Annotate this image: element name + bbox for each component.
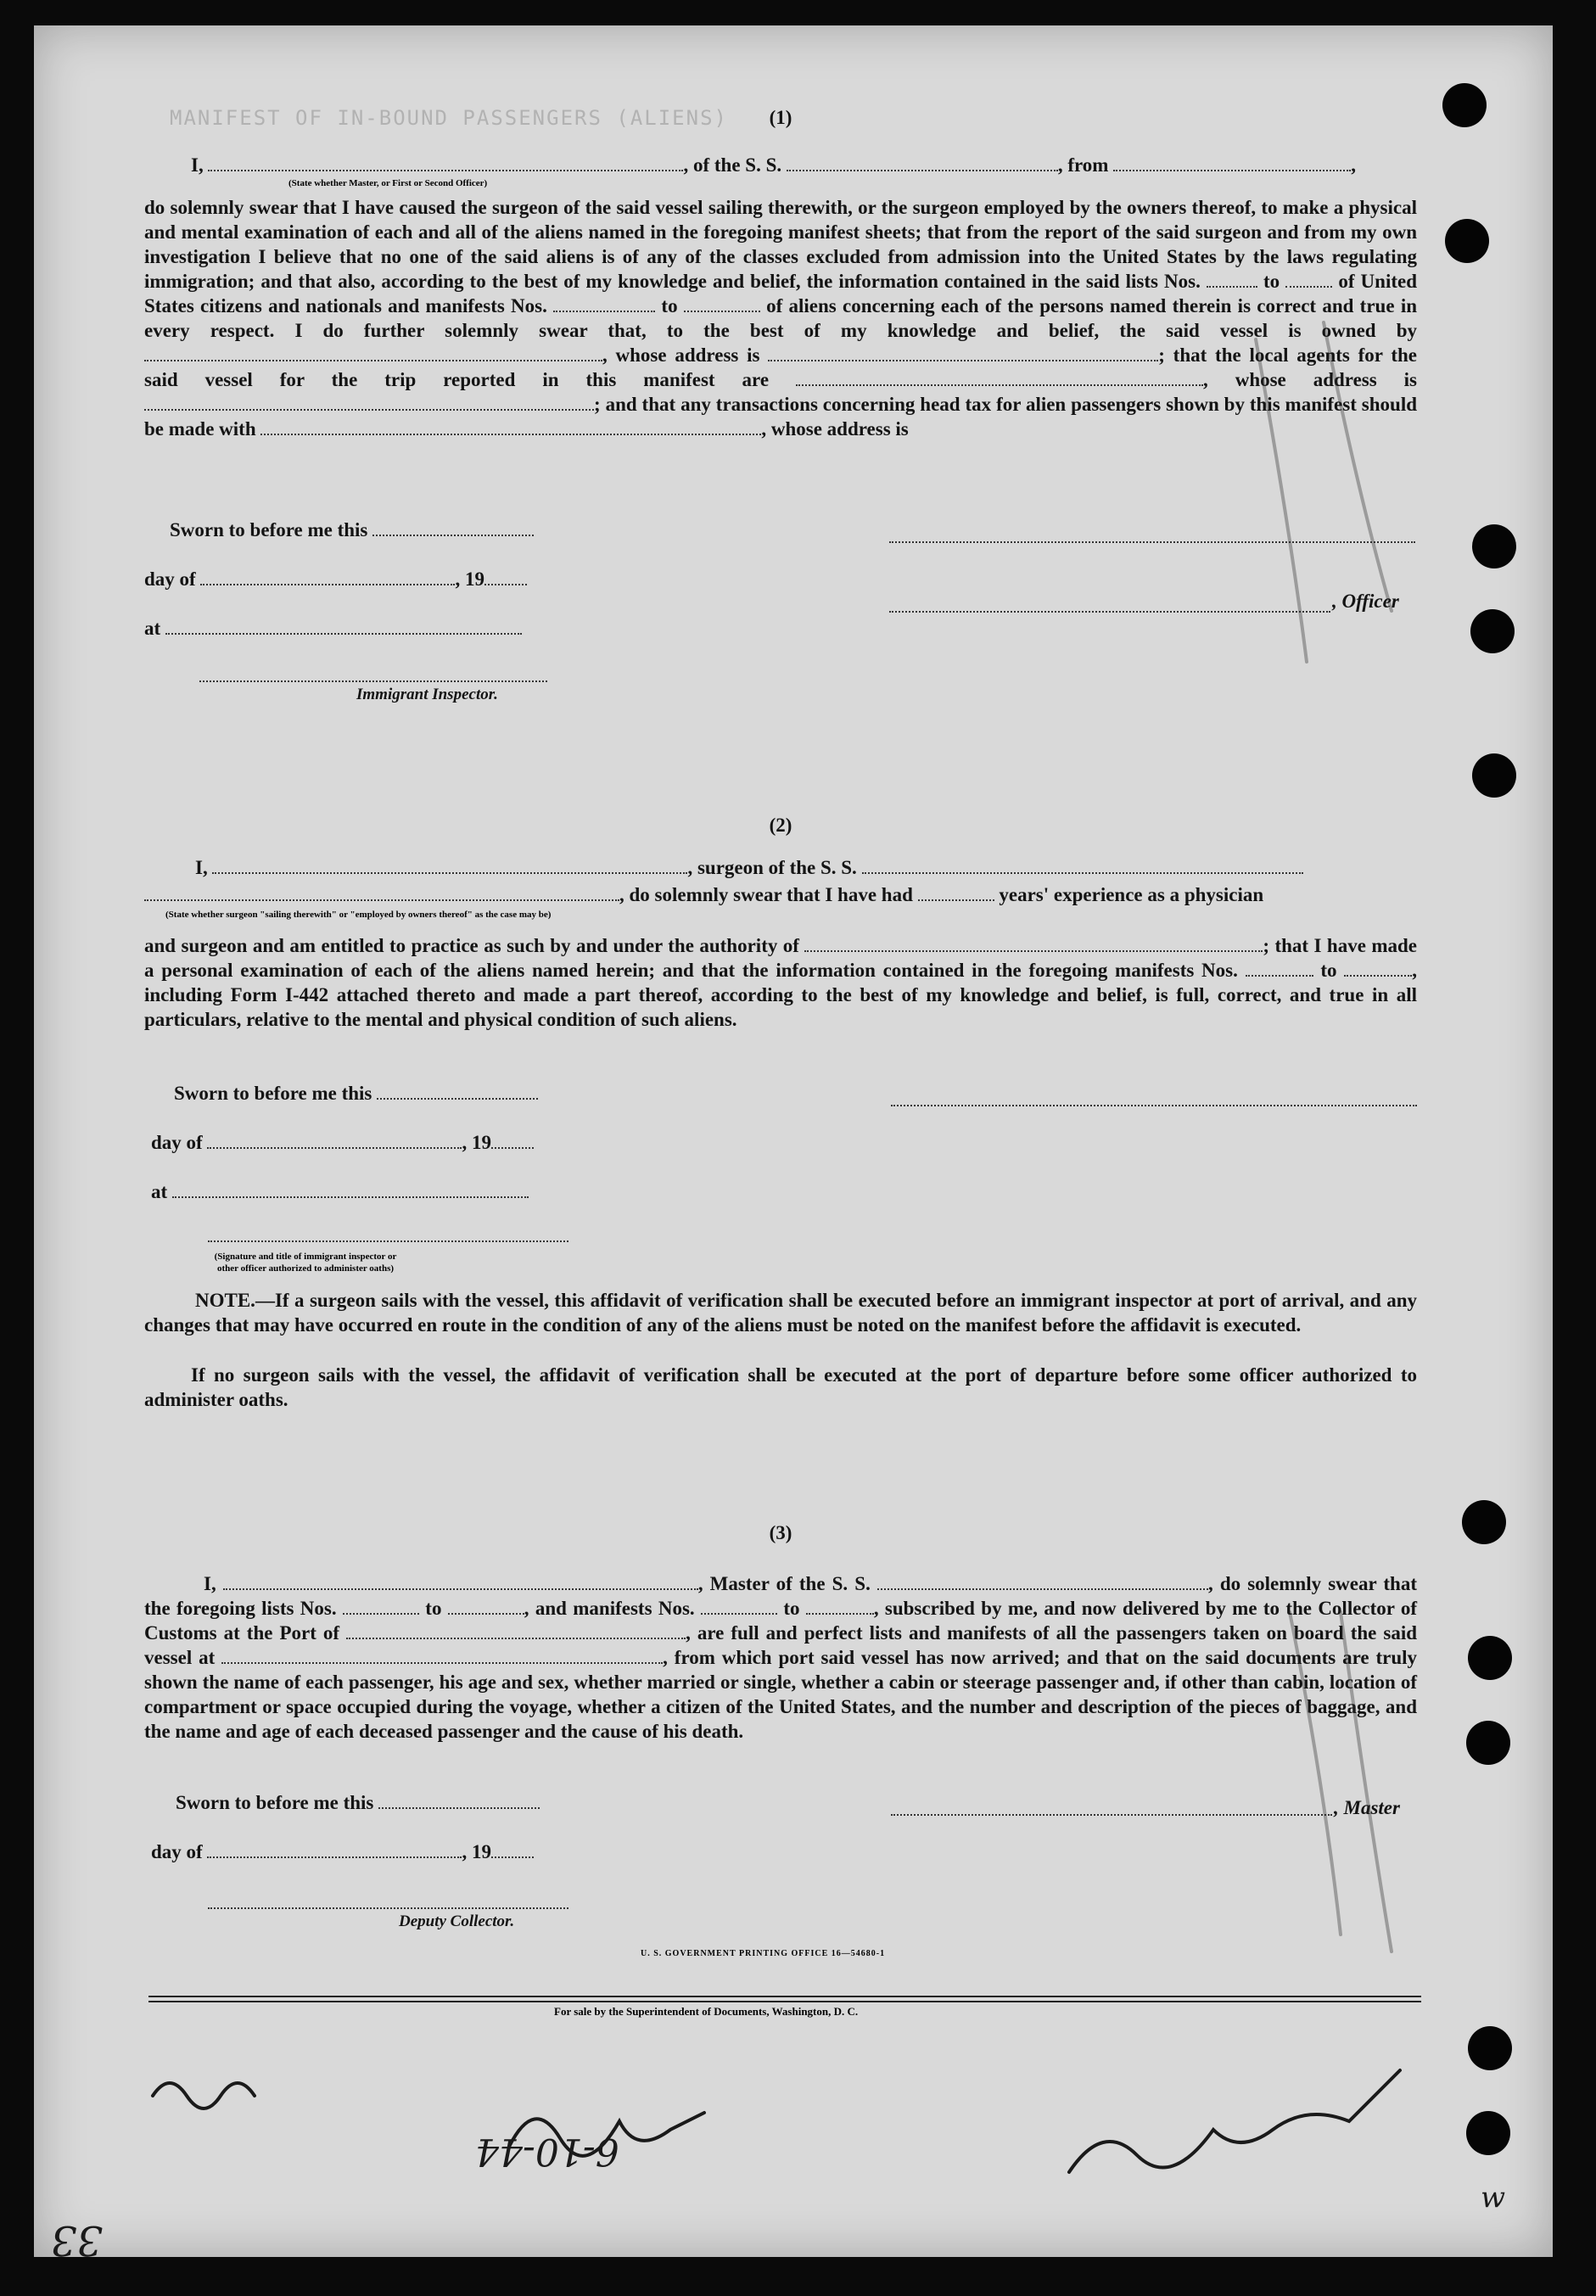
section3-body: I, , Master of the S. S. , do solemnly swear that the foregoing lists Nos. to , and manifests Nos. to , subscribed by me, and now delivered by me to the Collector of Customs at the Port of , are full and perfect lists and manifests of all the passengers taken on board the said vessel at , from which port said vessel has now arrived; and that on the said documents are truly shown the name of each passenger, his age and sex, whether married or single, whether a cabin or steerage passenger and, if other than cabin, location of compartment or space occupied during the voyage, whether a citizen of the United States, and the number and description of the pieces of baggage, and the name and age of each deceased passenger and the cause of his death. [144,1573,1418,1742]
section2-number: (2) [769,815,792,836]
handwritten-corner-mark: w [1481,2181,1506,2215]
section3-sworn: Sworn to before me this [176,1792,540,1814]
faint-check-marks [1256,322,1392,1952]
scribble-center [509,2113,704,2156]
section1-sworn: Sworn to before me this [170,519,534,541]
section1-day-of: day of , 19 [144,568,527,591]
section1-caption: (State whether Master, or First or Second Officer) [288,178,488,188]
section2-at: at [151,1181,529,1203]
section1-number: (1) [769,107,792,128]
section2-line2: , do solemnly swear that I have had years' experience as a physician [144,882,1417,907]
section3-day-of: day of , 19 [151,1841,534,1863]
section2-note2: If no surgeon sails with the vessel, the affidavit of verification shall be executed at the port of departure before some officer authorized to administer oaths. [144,1364,1417,1410]
master-label: , Master [1334,1797,1400,1818]
printing-office: U. S. GOVERNMENT PRINTING OFFICE 16—54680-1 [641,1949,886,1958]
section2-caption: (State whether surgeon "sailing therewith" or "employed by owners thereof" as the case may be) [165,910,552,920]
faint-header: MANIFEST OF IN-BOUND PASSENGERS (ALIENS) [170,106,728,130]
handwritten-page-number: 33 [51,2216,104,2264]
immigrant-inspector-label: Immigrant Inspector. [356,686,498,703]
section1-body: do solemnly swear that I have caused the surgeon of the said vessel sailing therewith, or the surgeon employed by the owners thereof, to make a physical and mental examination of each and all of the aliens named in the foregoing manifest sheets; that from the report of the said surgeon and from my own investigation I believe that no one of the said aliens is of any of the classes excluded from admission into the United States by the laws regulating immigration; and that also, according to the best of my knowledge and belief, the information contained in the said lists Nos. to of United States citizens and nationals and manifests Nos. to of aliens concerning each of the persons named therein is correct and true in every respect. I do further solemnly swear that, to the best of my knowledge and belief, the said vessel is owned by , whose address is ; that the local agents for the said vessel for the trip reported in this manifest are , whose address is ; and that any transactions concerning head tax for alien passengers shown by this manifest should be made with , whose address is [144,197,1418,440]
section2-note: NOTE.—If a surgeon sails with the vessel, this affidavit of verification shall be executed before an immigrant inspector at port of arrival, and any changes that may have occurred en route in the condition of any of the aliens must be noted on the manifest before the affidavit is executed. [144,1290,1417,1336]
scribble-right [1069,2070,1400,2172]
section2-sig-caption: (Signature and title of immigrant inspector or other officer authorized to administer oaths) [214,1252,397,1274]
section2-sworn: Sworn to before me this [174,1083,538,1105]
section3-number: (3) [769,1522,792,1543]
officer-label: , Officer [1332,591,1399,612]
handwritten-date: 6-10-44 [475,2130,619,2173]
scribble-left [153,2083,255,2108]
section1-at: at [144,618,522,640]
section1-line1: I, , of the S. S. , from , [191,154,1356,176]
section2-body: and surgeon and am entitled to practice as such by and under the authority of ; that I have made a personal examination of each of the aliens named herein; and that the information contained in the foregoing manifests Nos. to , including Form I-442 attached thereto and made a part thereof, according to the best of my knowledge and belief, is full, correct, and true in all particulars, relative to the mental and physical condition of such aliens. [144,935,1417,1030]
section2-line1: I, , surgeon of the S. S. [144,855,1417,880]
section2-day-of: day of , 19 [151,1132,534,1154]
deputy-collector-label: Deputy Collector. [399,1912,515,1930]
for-sale-notice: For sale by the Superintendent of Documents, Washington, D. C. [554,2005,859,2018]
